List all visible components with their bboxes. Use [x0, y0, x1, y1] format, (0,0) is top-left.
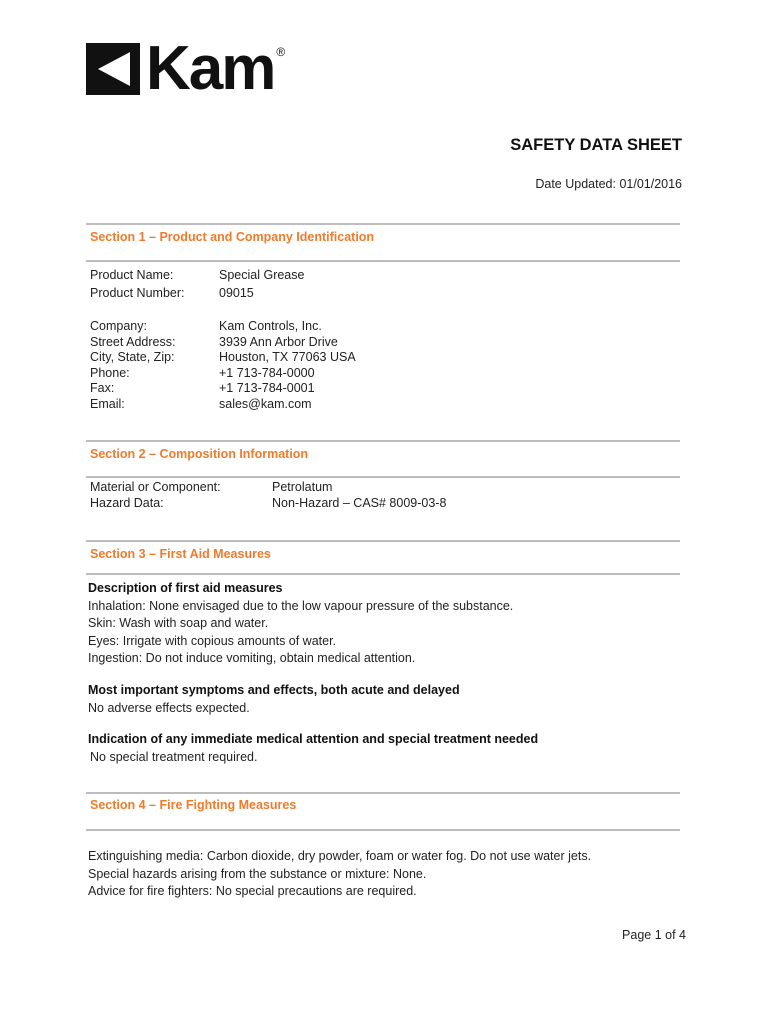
product-labels [90, 267, 184, 302]
city-value: Houston, TX 77063 USA [219, 350, 356, 364]
company-label: Company: [90, 319, 147, 333]
page-number: Page 1 of 4 [622, 928, 686, 942]
section-2-title: Section 2 – Composition Information [90, 447, 309, 461]
section-3-title: Section 3 – First Aid Measures [90, 547, 271, 561]
product-number-value: 09015 [219, 285, 254, 300]
company-value: Kam Controls, Inc. [219, 319, 322, 333]
product-values [219, 267, 304, 302]
extinguishing-media-text: Extinguishing media: Carbon dioxide, dry powder, foam or water fog. Do not use water jets. [88, 849, 592, 863]
company-logo [86, 34, 286, 103]
divider [86, 260, 680, 262]
date-value: 01/01/2016 [619, 177, 682, 191]
special-hazards-text: Special hazards arising from the substance or mixture: None. [88, 866, 427, 881]
divider [86, 223, 680, 225]
composition-labels [90, 480, 221, 511]
divider [86, 540, 680, 542]
email-label: Email: [90, 396, 125, 411]
registered-mark: ® [276, 45, 286, 59]
company-labels [90, 319, 175, 412]
symptoms-heading: Most important symptoms and effects, both acute and delayed [88, 683, 460, 697]
advice-text: Advice for fire fighters: No special precautions are required. [88, 884, 417, 898]
kam-mark-icon [86, 43, 140, 95]
street-value: 3939 Ann Arbor Drive [219, 334, 338, 349]
section-4-title: Section 4 – Fire Fighting Measures [90, 798, 297, 812]
hazard-label: Hazard Data: [90, 495, 164, 510]
date-updated [535, 177, 682, 191]
email-value[interactable]: sales@kam.com [219, 396, 312, 411]
first-aid-description [88, 580, 513, 668]
logo-wordmark: Kam [146, 34, 275, 103]
material-value: Petrolatum [272, 480, 333, 494]
indication-heading: Indication of any immediate medical attention and special treatment needed [88, 732, 539, 746]
indication-text: No special treatment required. [90, 749, 258, 764]
product-name-label: Product Name: [90, 268, 174, 282]
material-label: Material or Component: [90, 480, 221, 494]
product-name-value: Special Grease [219, 268, 305, 282]
section-1-title: Section 1 – Product and Company Identification [90, 230, 375, 244]
fax-label: Fax: [90, 381, 115, 395]
eyes-text: Eyes: Irrigate with copious amounts of water. [88, 633, 337, 648]
divider [86, 573, 680, 575]
street-label: Street Address: [90, 334, 176, 349]
product-number-label: Product Number: [90, 285, 185, 300]
symptoms-block [88, 682, 460, 717]
fax-value: +1 713-784-0001 [219, 381, 315, 395]
phone-label: Phone: [90, 365, 130, 380]
city-label: City, State, Zip: [90, 350, 175, 364]
divider [86, 792, 680, 794]
hazard-value: Non-Hazard – CAS# 8009-03-8 [272, 495, 447, 510]
description-heading: Description of first aid measures [88, 581, 283, 595]
date-label: Date Updated: [535, 177, 616, 191]
divider [86, 829, 680, 831]
document-title: SAFETY DATA SHEET [510, 136, 682, 154]
fire-fighting-text [88, 848, 591, 901]
company-values [219, 319, 356, 412]
skin-text: Skin: Wash with soap and water. [88, 616, 269, 630]
inhalation-text: Inhalation: None envisaged due to the low vapour pressure of the substance. [88, 598, 514, 613]
phone-value: +1 713-784-0000 [219, 365, 315, 380]
symptoms-text: No adverse effects expected. [88, 700, 250, 715]
ingestion-text: Ingestion: Do not induce vomiting, obtain medical attention. [88, 651, 416, 665]
divider [86, 476, 680, 478]
divider [86, 440, 680, 442]
indication-block [88, 731, 538, 766]
composition-values [272, 480, 446, 511]
